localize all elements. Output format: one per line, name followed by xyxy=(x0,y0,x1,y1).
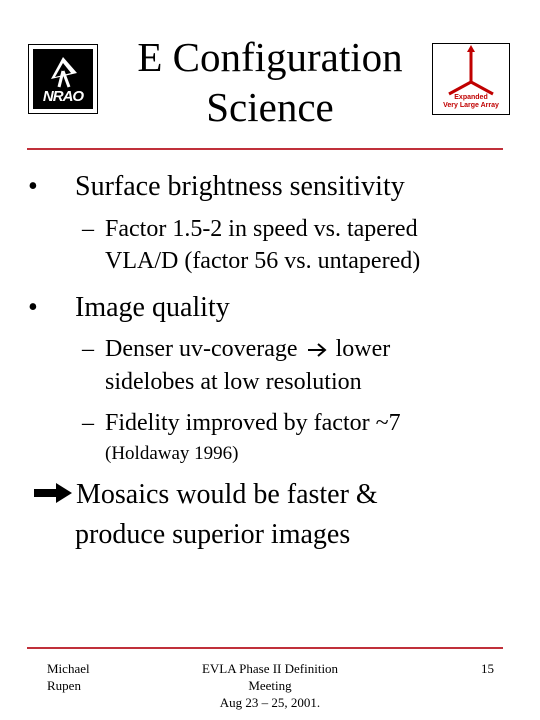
sub-bullet-2-1-text-b: lower xyxy=(335,336,391,362)
bullet-1-marker: • xyxy=(28,171,38,202)
right-arrow-icon xyxy=(306,342,328,358)
nrao-logo-text: NRAO xyxy=(42,88,84,105)
sub-bullet-1-1-line-1: Factor 1.5-2 in speed vs. tapered xyxy=(105,216,418,242)
evla-logo-line-2: Very Large Array xyxy=(443,102,499,109)
sub-bullet-2-2-line-1: Fidelity improved by factor ~7 xyxy=(105,410,401,436)
title-line-1: E Configuration xyxy=(137,34,403,80)
evla-logo-line-1: Expanded xyxy=(454,94,488,101)
footer-divider xyxy=(27,647,503,649)
bullet-2-marker: • xyxy=(28,292,38,323)
citation-note: (Holdaway 1996) xyxy=(105,443,239,464)
footer-author xyxy=(47,660,90,694)
footer-event-line-3: Aug 23 – 25, 2001. xyxy=(219,695,321,710)
evla-logo xyxy=(432,43,510,115)
array-y-icon xyxy=(433,44,509,96)
bullet-3-text-1: Mosaics would be faster & xyxy=(76,479,378,510)
footer-event-line-2: Meeting xyxy=(248,678,292,693)
footer-author-line-1: Michael xyxy=(47,661,90,676)
nrao-logo xyxy=(28,44,98,114)
sub-bullet-1-1-line-2: VLA/D (factor 56 vs. untapered) xyxy=(105,248,421,274)
sub-bullet-2-2-marker: – xyxy=(82,410,94,436)
footer-event xyxy=(170,660,370,711)
sub-bullet-2-1-marker: – xyxy=(82,336,94,362)
bullet-3-line-2: produce superior images xyxy=(75,519,351,550)
bold-arrow-icon xyxy=(32,480,76,506)
header-divider xyxy=(27,148,503,150)
sub-bullet-1-1-marker: – xyxy=(82,216,94,242)
bullet-2-text: Image quality xyxy=(75,292,230,323)
sub-bullet-2-1-line-1 xyxy=(105,333,390,365)
page-title xyxy=(110,32,430,132)
title-line-2: Science xyxy=(206,84,334,130)
page-number: 15 xyxy=(481,661,494,676)
footer-author-line-2: Rupen xyxy=(47,678,81,693)
sub-bullet-2-1-line-2: sidelobes at low resolution xyxy=(105,369,362,395)
radio-dish-icon xyxy=(33,49,93,93)
bullet-3-line-1 xyxy=(32,478,378,512)
sub-bullet-2-1-text-a: Denser uv-coverage xyxy=(105,336,298,362)
bullet-1-text: Surface brightness sensitivity xyxy=(75,171,405,202)
footer-event-line-1: EVLA Phase II Definition xyxy=(201,661,339,676)
